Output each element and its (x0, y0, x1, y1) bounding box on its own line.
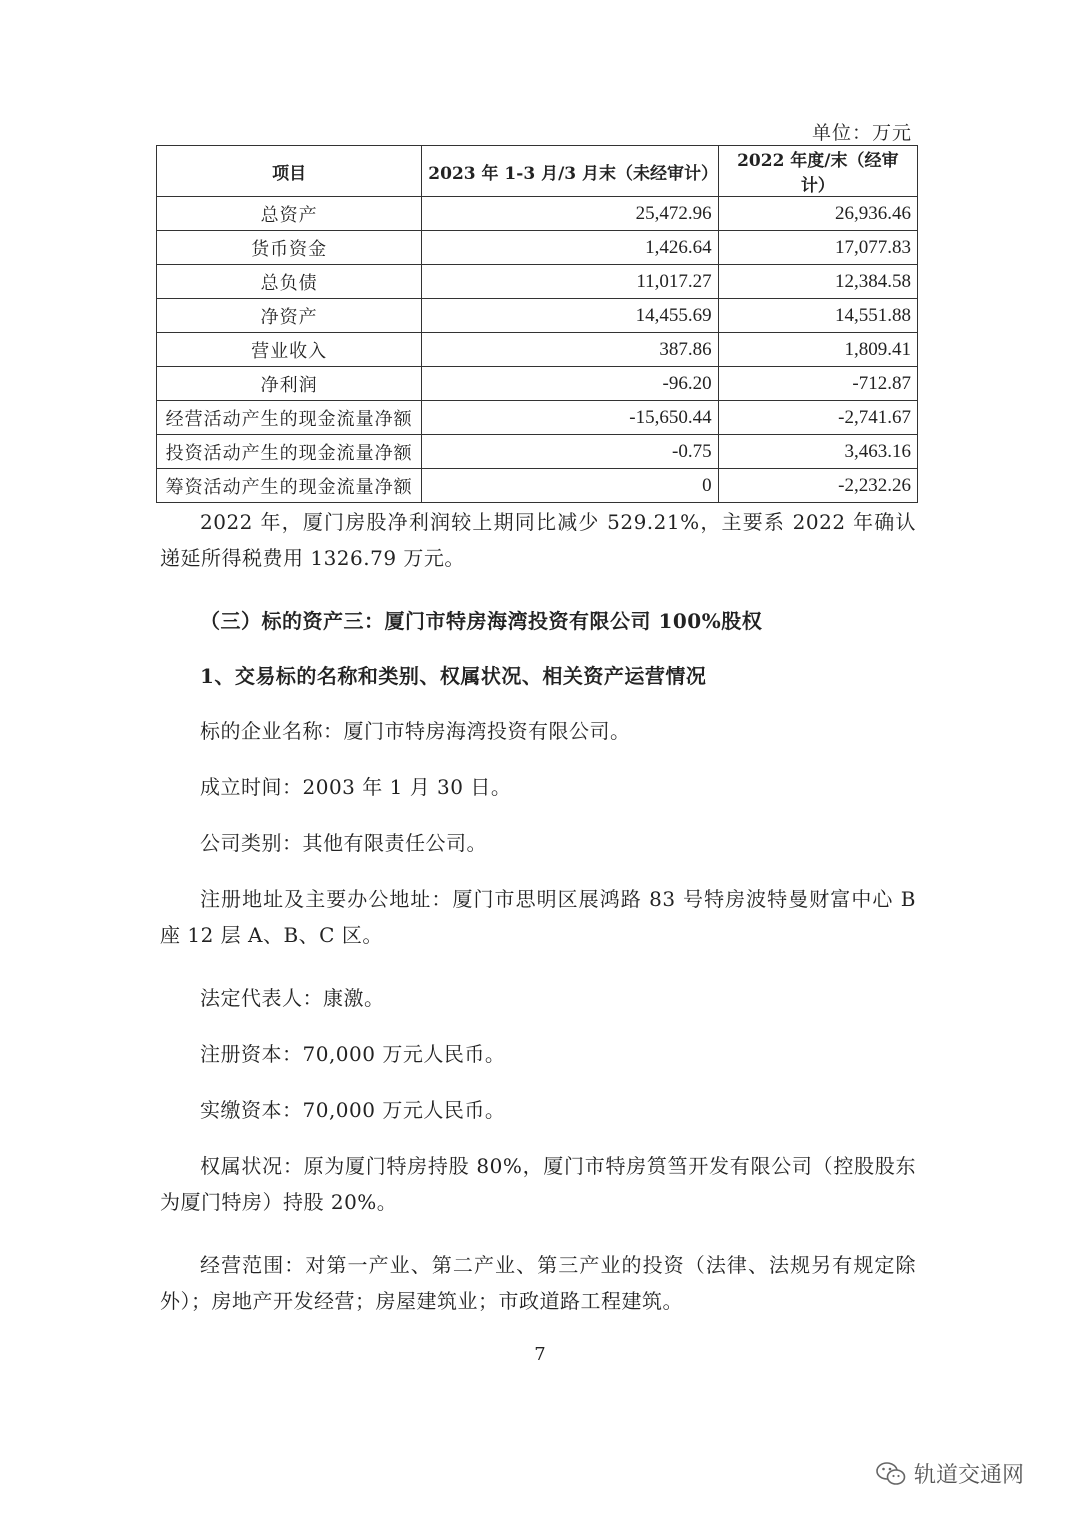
row-value-2022: 1,809.41 (718, 333, 917, 367)
row-value-2023q1: 25,472.96 (422, 197, 718, 231)
paid-in-capital: 实缴资本：70,000 万元人民币。 (200, 1098, 506, 1122)
business-scope: 经营范围：对第一产业、第二产业、第三产业的投资（法律、法规另有规定除外）；房地产开发经营；房屋建筑业；市政道路工程建筑。 (160, 1253, 916, 1313)
row-value-2023q1: -0.75 (422, 435, 718, 469)
row-value-2022: 12,384.58 (718, 265, 917, 299)
row-label: 营业收入 (157, 333, 422, 367)
row-label: 筹资活动产生的现金流量净额 (157, 469, 422, 503)
row-value-2023q1: -96.20 (422, 367, 718, 401)
table-row (157, 469, 918, 503)
ownership-status: 权属状况：原为厦门特房持股 80%，厦门市特房筼筜开发有限公司（控股股东为厦门特房）持股 20%。 (160, 1154, 916, 1214)
section-heading: （三）标的资产三：厦门市特房海湾投资有限公司 100%股权 (200, 609, 763, 633)
row-value-2023q1: 11,017.27 (422, 265, 718, 299)
legal-representative: 法定代表人：康激。 (200, 986, 385, 1010)
watermark-text: 轨道交通网 (914, 1463, 1025, 1488)
table-row (157, 299, 918, 333)
table-row (157, 367, 918, 401)
row-label: 净资产 (157, 299, 422, 333)
financial-table (156, 145, 918, 503)
net-profit-note: 2022 年，厦门房股净利润较上期同比减少 529.21%，主要系 2022 年确认递延所得税费用 1326.79 万元。 (160, 510, 916, 570)
row-value-2022: -2,232.26 (718, 469, 917, 503)
table-header-row (157, 146, 918, 197)
row-value-2022: 17,077.83 (718, 231, 917, 265)
table-row (157, 197, 918, 231)
company-name: 标的企业名称：厦门市特房海湾投资有限公司。 (200, 719, 631, 743)
company-type: 公司类别：其他有限责任公司。 (200, 831, 487, 855)
row-label: 净利润 (157, 367, 422, 401)
row-value-2023q1: 1,426.64 (422, 231, 718, 265)
header-2023q1: 2023 年 1-3 月/3 月末（未经审计） (422, 146, 718, 197)
row-value-2023q1: 387.86 (422, 333, 718, 367)
row-label: 总资产 (157, 197, 422, 231)
header-2022: 2022 年度/末（经审计） (718, 146, 917, 197)
table-row (157, 333, 918, 367)
row-value-2022: -2,741.67 (718, 401, 917, 435)
row-value-2023q1: 14,455.69 (422, 299, 718, 333)
row-value-2023q1: 0 (422, 469, 718, 503)
registered-capital: 注册资本：70,000 万元人民币。 (200, 1042, 506, 1066)
row-value-2022: 3,463.16 (718, 435, 917, 469)
registered-address: 注册地址及主要办公地址：厦门市思明区展鸿路 83 号特房波特曼财富中心 B 座 12 层 A、B、C 区。 (160, 887, 916, 947)
table-row (157, 401, 918, 435)
row-label: 货币资金 (157, 231, 422, 265)
table-row (157, 435, 918, 469)
row-label: 总负债 (157, 265, 422, 299)
row-value-2022: -712.87 (718, 367, 917, 401)
subsection-heading: 1、交易标的名称和类别、权属状况、相关资产运营情况 (200, 664, 707, 688)
unit-label: 单位：万元 (811, 122, 912, 144)
watermark (876, 1458, 1024, 1489)
row-label: 投资活动产生的现金流量净额 (157, 435, 422, 469)
row-value-2023q1: -15,650.44 (422, 401, 718, 435)
row-value-2022: 14,551.88 (718, 299, 917, 333)
row-label: 经营活动产生的现金流量净额 (157, 401, 422, 435)
table-row (157, 265, 918, 299)
founded-date: 成立时间：2003 年 1 月 30 日。 (200, 775, 512, 799)
page-number: 7 (534, 1344, 546, 1365)
header-item: 项目 (157, 146, 422, 197)
table-row (157, 231, 918, 265)
wechat-icon (876, 1461, 906, 1487)
row-value-2022: 26,936.46 (718, 197, 917, 231)
